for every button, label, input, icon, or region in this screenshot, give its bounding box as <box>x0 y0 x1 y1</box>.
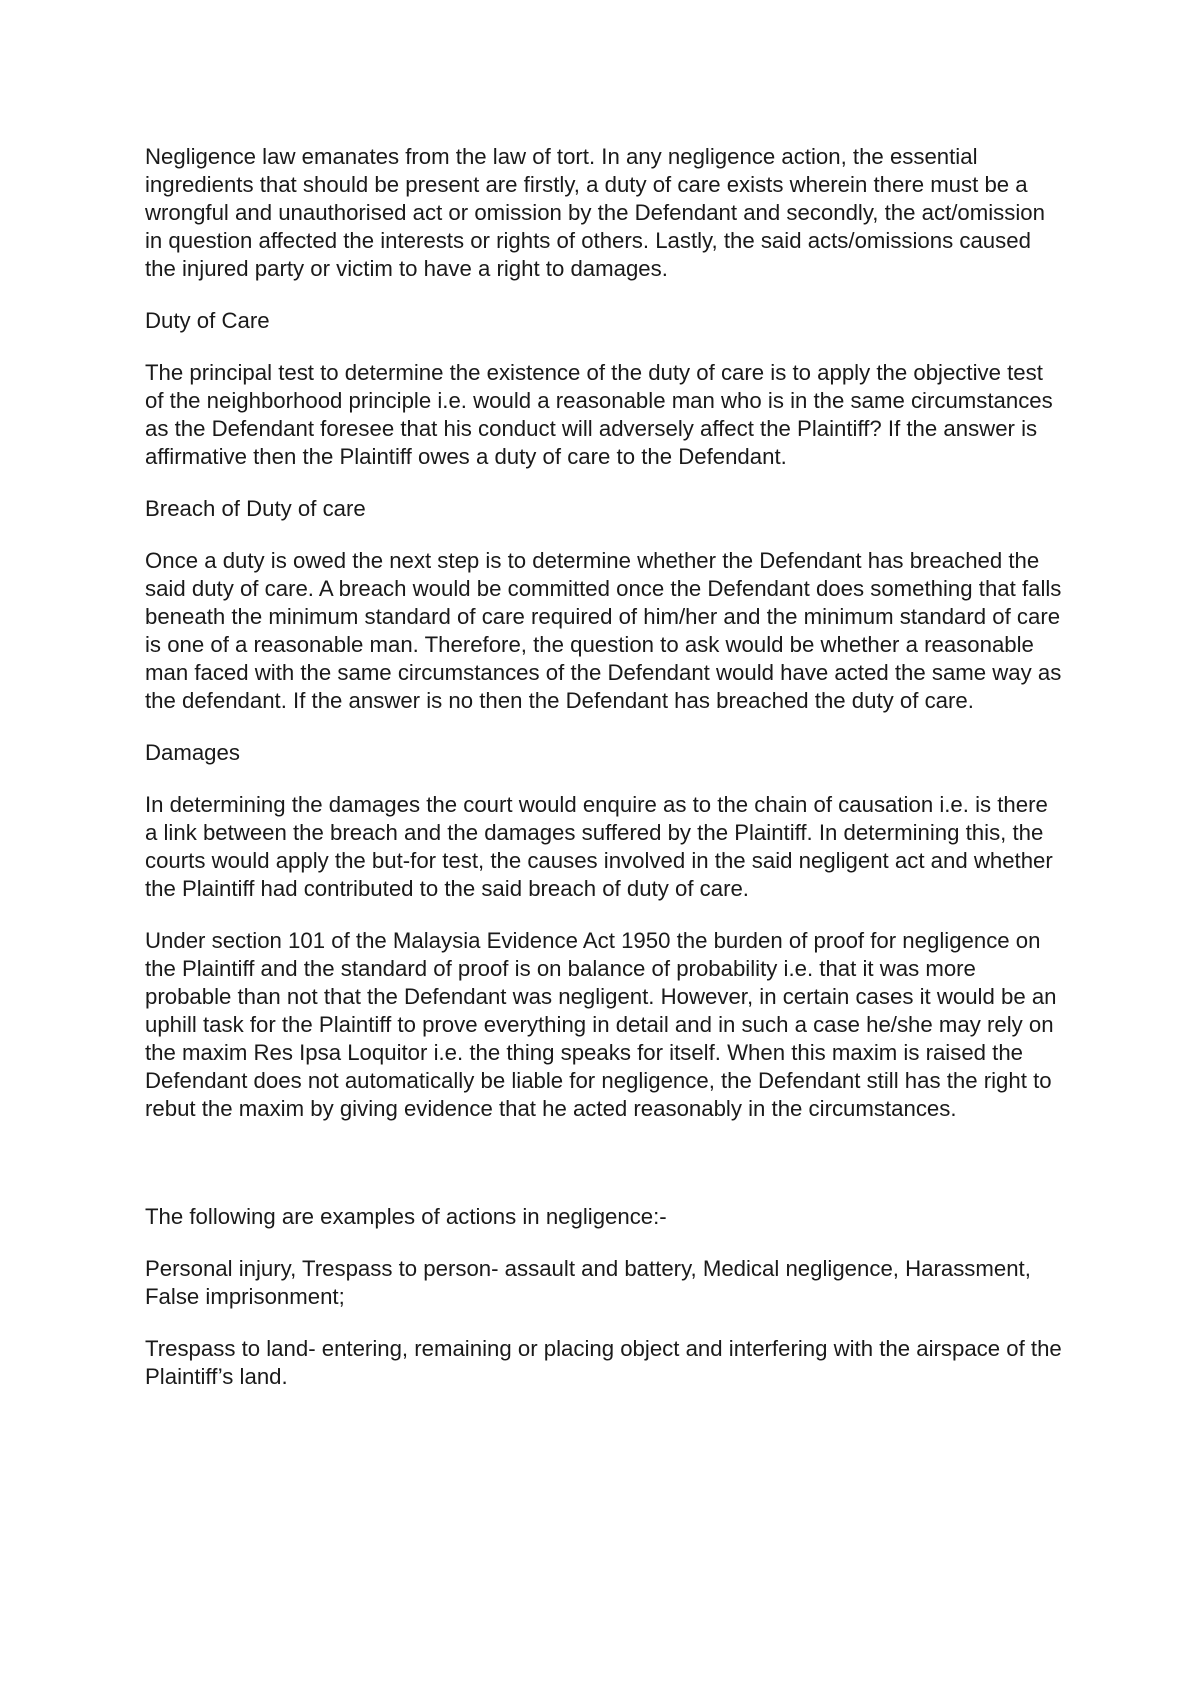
damages-paragraph: In determining the damages the court would enquire as to the chain of causation i.e. is there a link between the breach and the damages suffered by the Plaintiff. In determining this, the courts would apply the but-for test, the causes involved in the said negligent act and whether the Plaintiff had contributed to the said breach of duty of care. <box>145 792 1053 901</box>
examples-intro: The following are examples of actions in negligence:- <box>145 1204 667 1229</box>
spacer <box>145 1147 1065 1203</box>
breach-heading: Breach of Duty of care <box>145 496 366 521</box>
intro-paragraph: Negligence law emanates from the law of tort. In any negligence action, the essential ingredients that should be present are firstly, a duty of care exists wherein there must be a wrongful and unauthorised act or omission by the Defendant and secondly, the act/omission in question affected the interests or rights of others. Lastly, the said acts/omissions caused the injured party or victim to have a right to damages. <box>145 144 1045 281</box>
burden-of-proof-paragraph: Under section 101 of the Malaysia Evidence Act 1950 the burden of proof for negligence on the Plaintiff and the standard of proof is on balance of probability i.e. that it was more probable than not that the Defendant was negligent. However, in certain cases it would be an uphill task for the Plaintiff to prove everything in detail and in such a case he/she may rely on the maxim Res Ipsa Loquitor i.e. the thing speaks for itself. When this maxim is raised the Defendant does not automatically be liable for negligence, the Defendant still has the right to rebut the maxim by giving evidence that he acted reasonably in the circumstances. <box>145 928 1057 1121</box>
examples-person-paragraph: Personal injury, Trespass to person- assault and battery, Medical negligence, Harassment, False imprisonment; <box>145 1256 1031 1309</box>
examples-land-paragraph: Trespass to land- entering, remaining or placing object and interfering with the airspace of the Plaintiff’s land. <box>145 1336 1062 1389</box>
duty-of-care-paragraph: The principal test to determine the existence of the duty of care is to apply the objective test of the neighborhood principle i.e. would a reasonable man who is in the same circumstances as the Defendant foresee that his conduct will adversely affect the Plaintiff? If the answer is affirmative then the Plaintiff owes a duty of care to the Defendant. <box>145 360 1053 469</box>
document-page <box>145 143 1065 1415</box>
breach-paragraph: Once a duty is owed the next step is to determine whether the Defendant has breached the said duty of care. A breach would be committed once the Defendant does something that falls beneath the minimum standard of care required of him/her and the minimum standard of care is one of a reasonable man. Therefore, the question to ask would be whether a reasonable man faced with the same circumstances of the Defendant would have acted the same way as the defendant. If the answer is no then the Defendant has breached the duty of care. <box>145 548 1062 713</box>
duty-of-care-heading: Duty of Care <box>145 308 270 333</box>
damages-heading: Damages <box>145 740 240 765</box>
